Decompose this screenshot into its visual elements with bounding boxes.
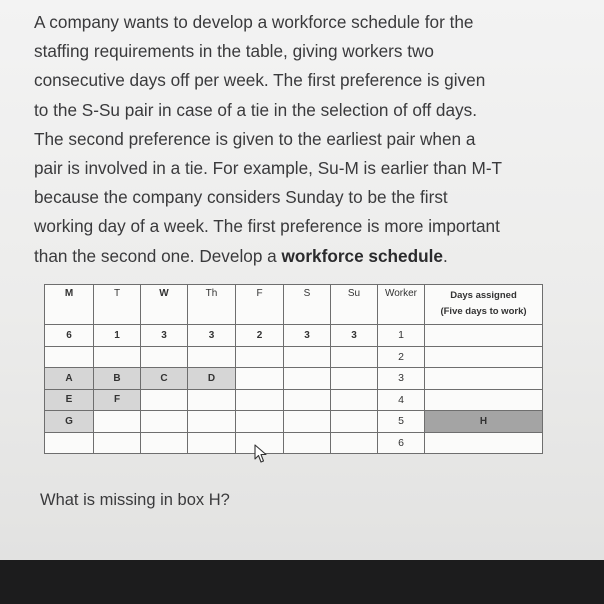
table-cell: 3	[141, 325, 188, 347]
table-cell: C	[141, 368, 188, 390]
table-cell: B	[94, 368, 141, 390]
table-cell: A	[45, 368, 94, 390]
table-cell	[94, 346, 141, 368]
days-cell	[425, 325, 543, 347]
header-w: W	[141, 285, 188, 325]
table-cell	[236, 346, 284, 368]
header-th: Th	[188, 285, 236, 325]
table-row	[45, 368, 543, 390]
table-cell: 6	[45, 325, 94, 347]
question-line: A company wants to develop a workforce schedule for the	[34, 12, 474, 32]
table-cell	[284, 411, 331, 433]
table-cell: D	[188, 368, 236, 390]
question-line	[34, 242, 574, 271]
table-cell	[236, 411, 284, 433]
table-cell	[331, 368, 378, 390]
table-cell	[331, 346, 378, 368]
worker-cell: 6	[378, 432, 425, 454]
table-cell: 3	[331, 325, 378, 347]
header-f: F	[236, 285, 284, 325]
header-su: Su	[331, 285, 378, 325]
table-row	[45, 325, 543, 347]
table-cell: E	[45, 389, 94, 411]
header-m: M	[45, 285, 94, 325]
question-line: staffing requirements in the table, giving workers two	[34, 41, 434, 62]
table-cell	[188, 432, 236, 454]
table-cell	[188, 346, 236, 368]
table-cell	[236, 368, 284, 390]
days-cell	[425, 368, 543, 390]
box-h-cell: H	[425, 411, 543, 433]
worker-cell: 3	[378, 368, 425, 390]
table-cell	[236, 389, 284, 411]
header-row	[45, 285, 543, 325]
table-row	[45, 346, 543, 368]
table-cell: 3	[188, 325, 236, 347]
worker-cell: 1	[378, 325, 425, 347]
mouse-pointer-icon	[254, 444, 268, 464]
worker-cell: 4	[378, 389, 425, 411]
days-cell	[425, 432, 543, 454]
header-days-assigned	[425, 285, 543, 325]
table-cell	[141, 389, 188, 411]
header-s: S	[284, 285, 331, 325]
table-row	[45, 432, 543, 454]
table-row	[45, 389, 543, 411]
table-cell	[284, 432, 331, 454]
question-line: to the S-Su pair in case of a tie in the selection of off days.	[34, 99, 477, 120]
table-cell: F	[94, 389, 141, 411]
question-line: pair is involved in a tie. For example, Su-M is earlier than M-T	[34, 158, 503, 179]
last-line-suffix: .	[442, 245, 448, 266]
table-cell	[188, 389, 236, 411]
header-t: T	[94, 285, 141, 325]
question-line: because the company considers Sunday to be the first	[34, 187, 448, 208]
table-cell	[94, 411, 141, 433]
question-line: working day of a week. The first preference is more important	[34, 216, 500, 237]
table-cell: G	[45, 411, 94, 433]
table-cell	[284, 368, 331, 390]
table-cell	[141, 346, 188, 368]
prompt-question: What is missing in box H?	[40, 491, 230, 509]
header-worker: Worker	[378, 285, 425, 325]
table-row	[45, 411, 543, 433]
days-cell	[425, 389, 543, 411]
table-cell	[141, 432, 188, 454]
table-cell	[188, 411, 236, 433]
table-cell: 3	[284, 325, 331, 347]
table-cell	[94, 432, 141, 454]
days-assigned-subtitle: (Five days to work)	[440, 306, 527, 317]
table-cell: 2	[236, 325, 284, 347]
table-cell: 1	[94, 325, 141, 347]
question-line: The second preference is given to the earliest pair when a	[34, 128, 476, 149]
table-cell	[284, 346, 331, 368]
last-line-prefix: than the second one. Develop a	[34, 245, 282, 266]
schedule-table	[44, 284, 543, 454]
days-assigned-title: Days assigned	[450, 290, 517, 301]
table-cell	[45, 346, 94, 368]
workforce-schedule-term: workforce schedule	[281, 245, 443, 266]
question-text	[34, 8, 574, 271]
table-cell	[284, 389, 331, 411]
table-cell	[45, 432, 94, 454]
table-cell	[141, 411, 188, 433]
days-cell	[425, 346, 543, 368]
table-cell	[331, 389, 378, 411]
table-cell	[331, 432, 378, 454]
worker-cell: 5	[378, 411, 425, 433]
question-line: consecutive days off per week. The first preference is given	[34, 70, 486, 91]
bottom-bar	[0, 560, 604, 604]
worker-cell: 2	[378, 346, 425, 368]
table-cell	[331, 411, 378, 433]
